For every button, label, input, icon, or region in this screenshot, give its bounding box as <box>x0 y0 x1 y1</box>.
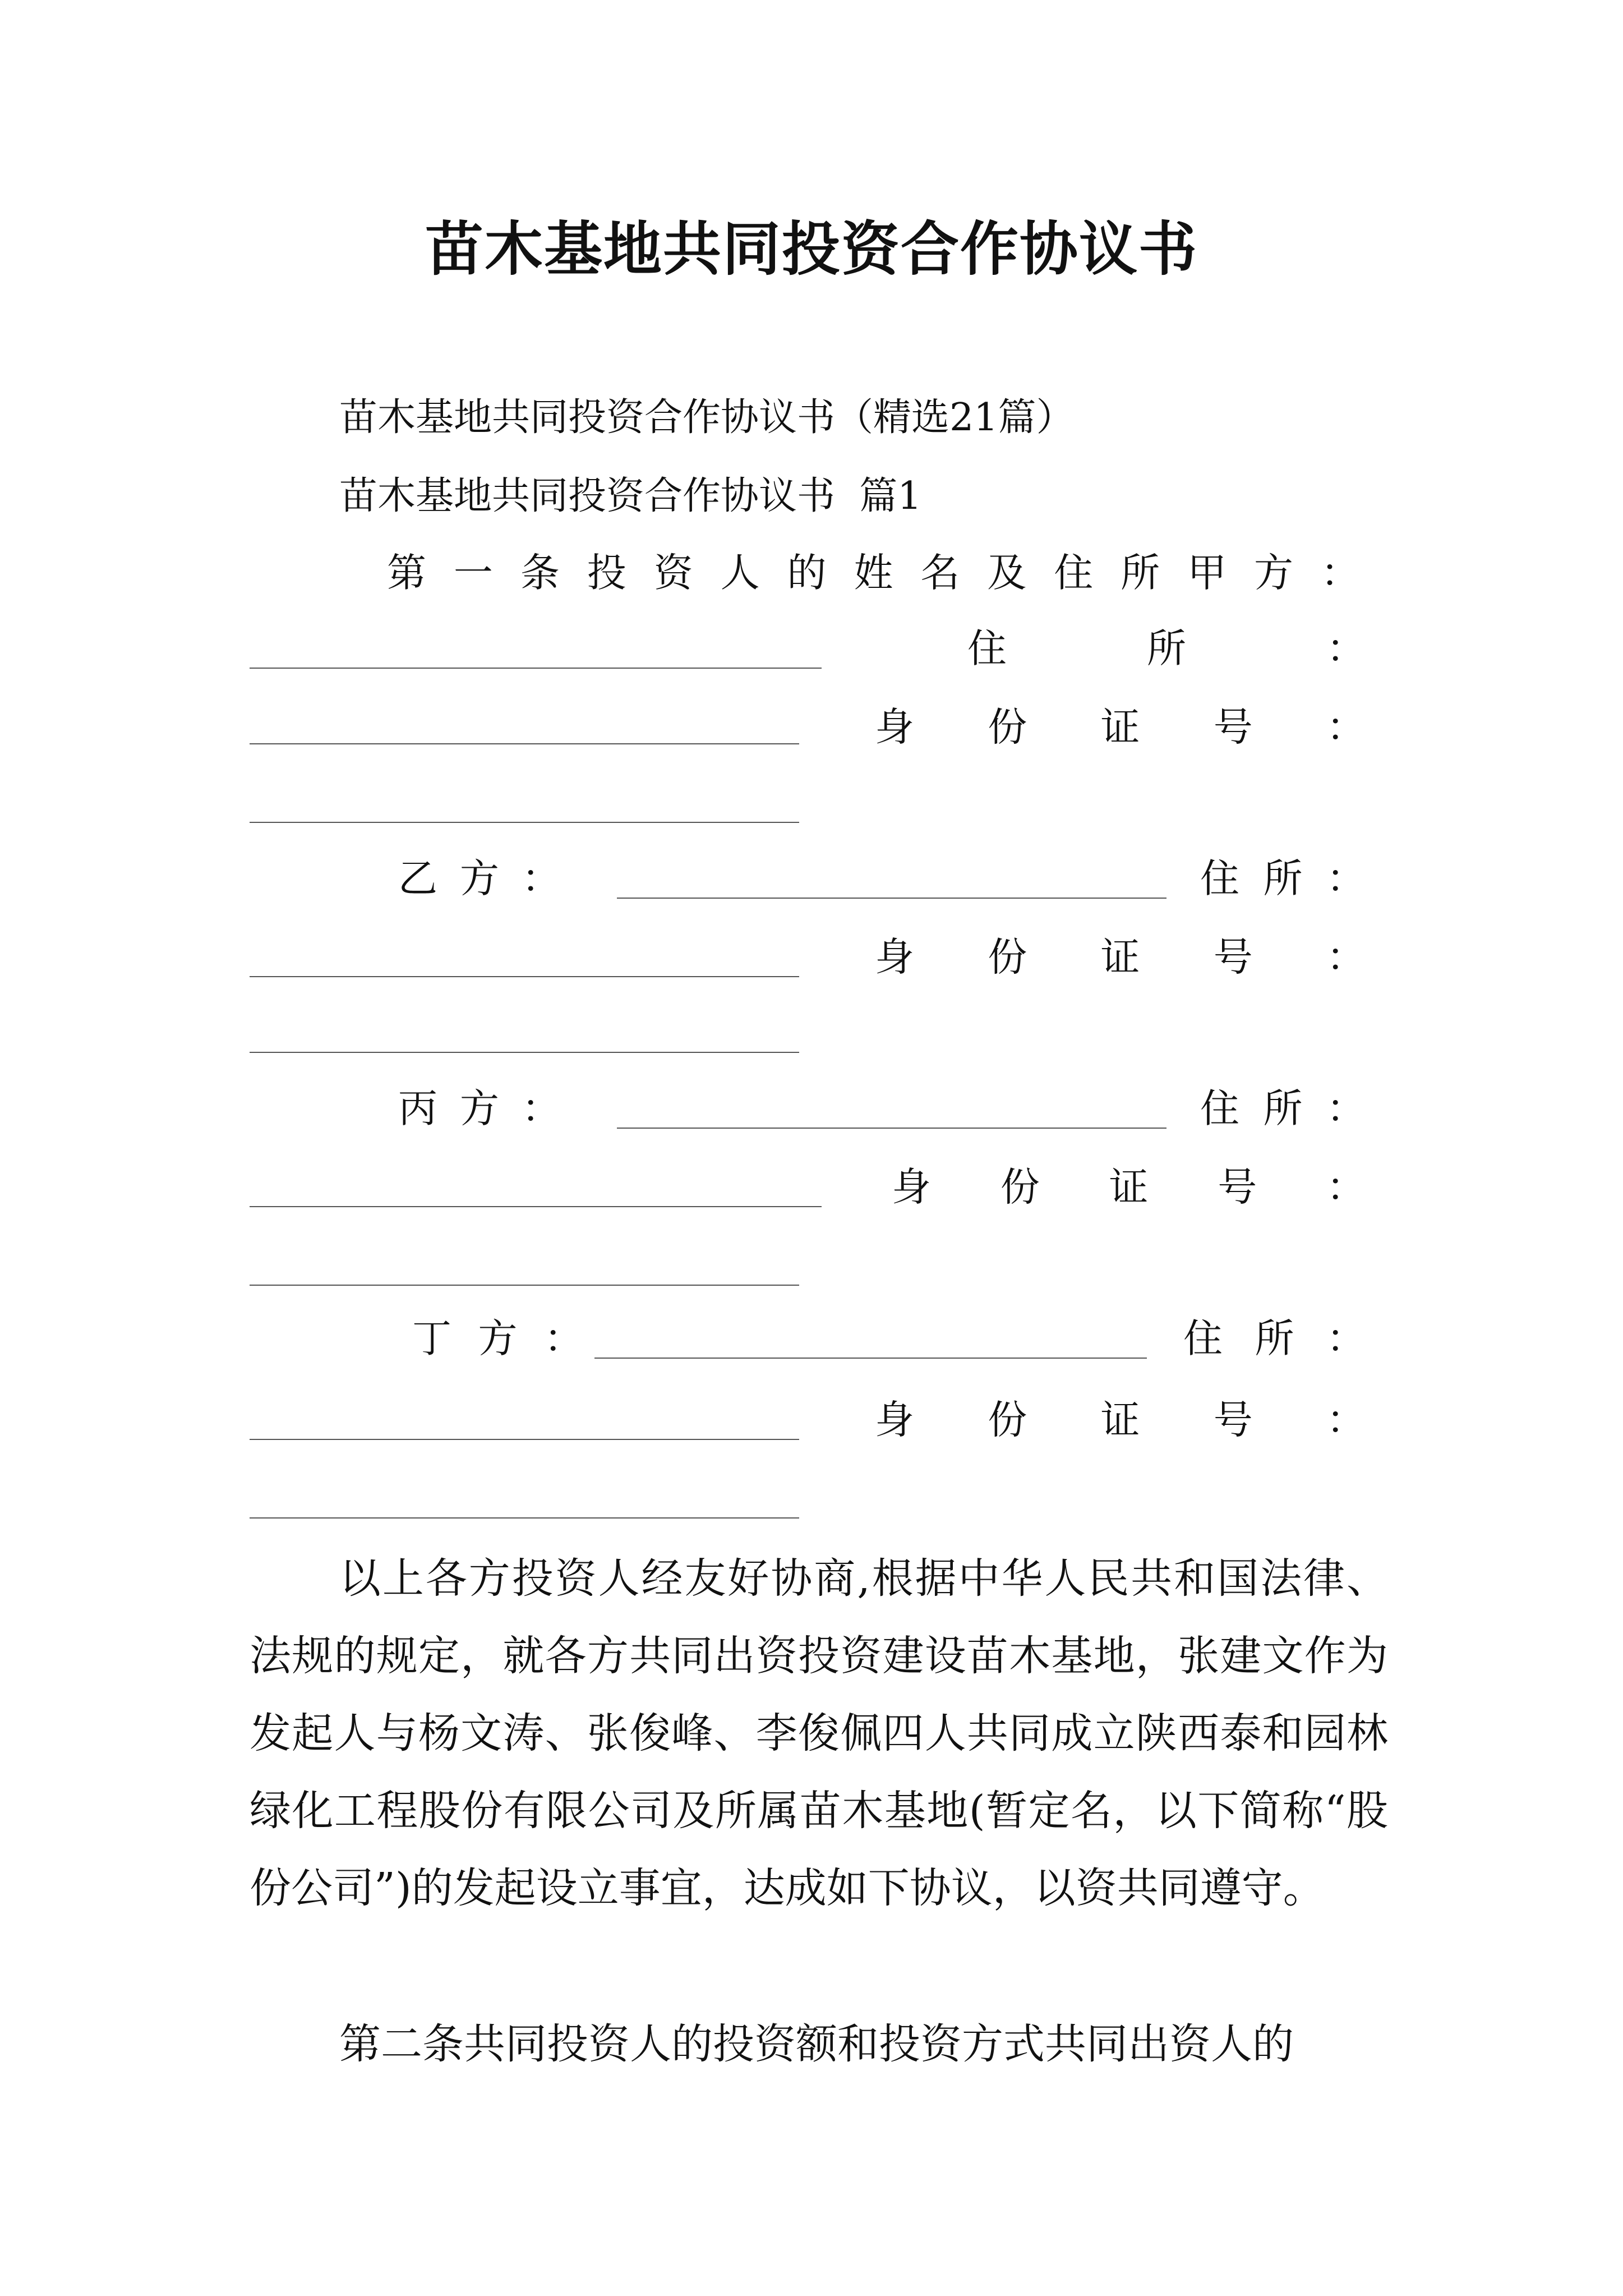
address-label: 住 所 ： <box>1183 1315 1366 1361</box>
blank-line <box>617 1128 1166 1129</box>
blank-line <box>594 1358 1147 1359</box>
char: 住 <box>1054 550 1094 596</box>
party-d-label: 丁 方 ： <box>412 1315 583 1361</box>
char: 第 <box>387 550 426 596</box>
blank-line <box>250 743 799 744</box>
blank-line <box>250 1206 822 1207</box>
blank-line <box>250 1517 799 1519</box>
address-label: 住 所 ： <box>1200 1085 1366 1131</box>
section-heading: 苗木基地共同投资合作协议书 篇1 <box>339 474 922 518</box>
document-subtitle: 苗木基地共同投资合作协议书（精选21篇） <box>339 395 1075 440</box>
char: 条 <box>520 550 560 596</box>
id-number-label: 身 份 证 号 ： <box>875 1397 1366 1443</box>
address-label: 住 所 ： <box>1200 855 1366 901</box>
char: 姓 <box>854 550 893 596</box>
party-b-label: 乙 方 ： <box>398 855 561 901</box>
id-number-label: 身 份 证 号 ： <box>875 934 1366 980</box>
char: ： <box>1320 550 1360 596</box>
body-paragraph: 以上各方投资人经友好协商,根据中华人民共和国法律、法规的规定，就各方共同出资投资建设苗木基地，张建文作为发起人与杨文涛、张俊峰、李俊佩四人共同成立陕西泰和园林绿化工程股份有限公司及所属苗木基地(暂定名，以下简称“股份公司”)的发起设立事宜，达成如下协议，以资共同遵守。 <box>250 1554 1388 1912</box>
char: 资 <box>653 550 693 596</box>
id-number-label: 身 份 证 号 ： <box>875 704 1366 750</box>
blank-line <box>250 1052 799 1053</box>
char: 的 <box>787 550 827 596</box>
blank-line <box>250 976 799 977</box>
blank-line <box>617 898 1166 899</box>
char: 一 <box>453 550 493 596</box>
char: 方 <box>1253 550 1293 596</box>
char: 所 <box>1121 550 1160 596</box>
article-1-heading <box>387 541 1360 598</box>
char: 及 <box>987 550 1027 596</box>
document-title: 苗木基地共同投资合作协议书 <box>425 214 1198 283</box>
char: 甲 <box>1187 550 1227 596</box>
blank-line <box>250 1439 799 1440</box>
blank-line <box>250 822 799 823</box>
blank-line <box>250 668 822 669</box>
party-c-label: 丙 方 ： <box>398 1085 561 1131</box>
blank-line <box>250 1285 799 1286</box>
id-number-label: 身 份 证 号 ： <box>892 1164 1366 1210</box>
address-label: 住 所 ： <box>967 625 1366 671</box>
char: 人 <box>720 550 760 596</box>
char: 投 <box>587 550 626 596</box>
body-paragraph: 第二条共同投资人的投资额和投资方式共同出资人的 <box>339 2020 1294 2068</box>
char: 名 <box>920 550 960 596</box>
